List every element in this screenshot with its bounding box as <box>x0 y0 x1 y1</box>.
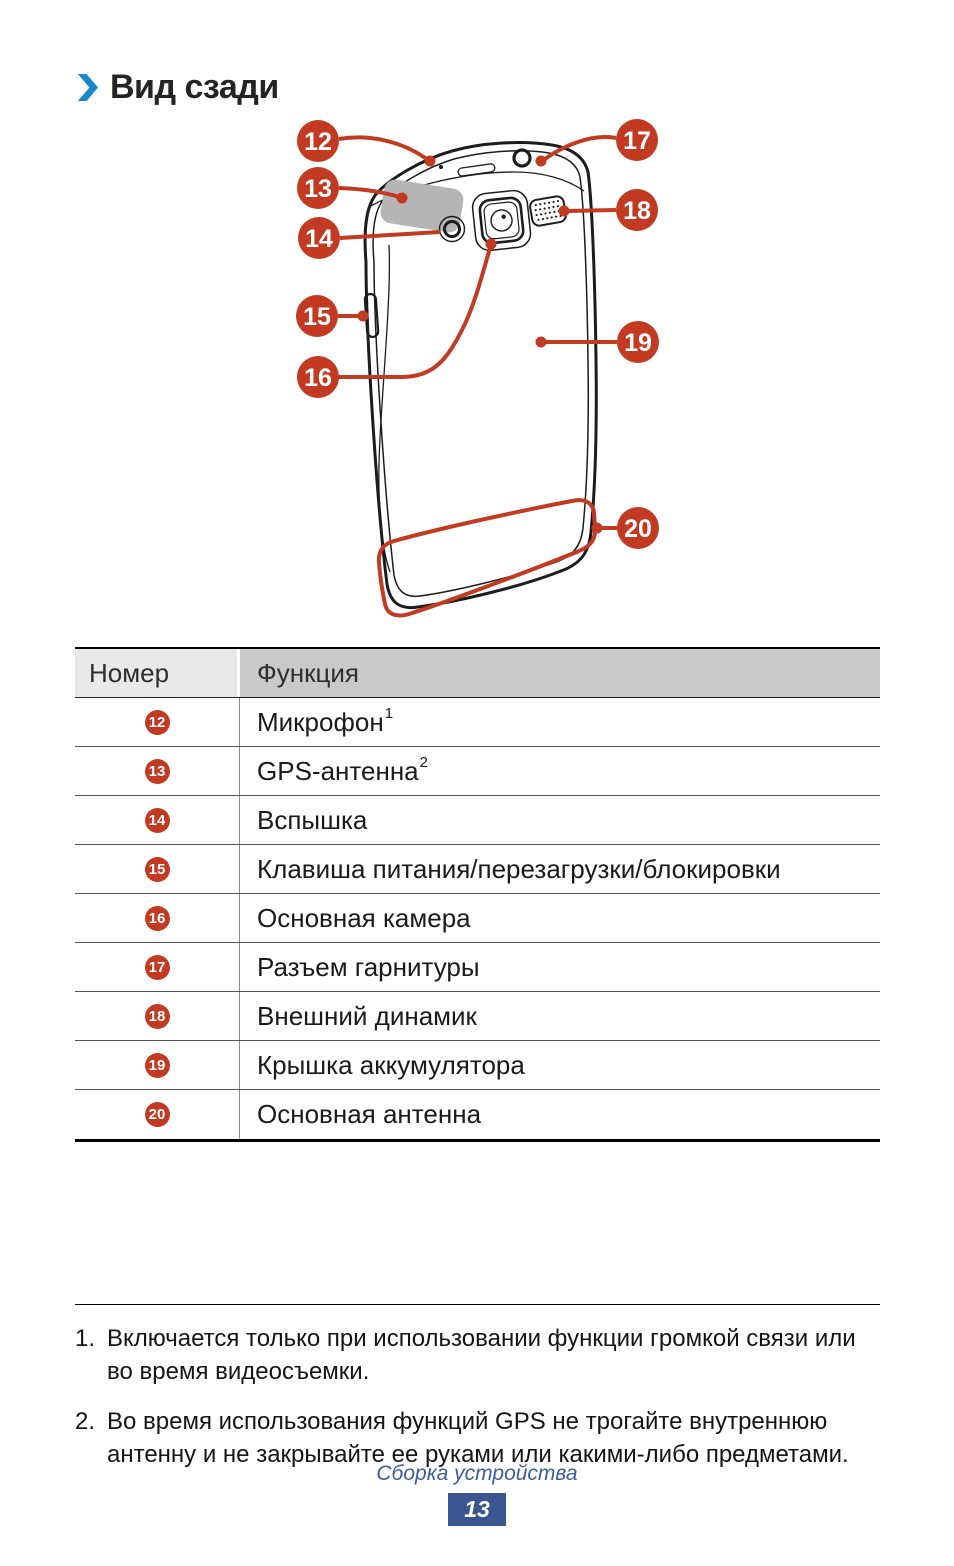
footnote-1 <box>75 1322 880 1388</box>
top-slot <box>458 163 496 176</box>
leader-18 <box>566 210 616 211</box>
table-row: 12 Микрофон $^1$ <box>75 698 880 747</box>
table-row: 13 GPS-антенна $^2$ <box>75 747 880 796</box>
mic-hole <box>439 165 443 169</box>
leader-dot-19 <box>536 337 547 348</box>
footnote-text: Во время использования функций GPS не трогайте внутреннюю <box>107 1408 828 1435</box>
leader-dot-20 <box>592 523 603 534</box>
leader-dot-13 <box>397 193 408 204</box>
svg-text:13: 13 <box>304 175 332 203</box>
svg-text:19: 19 <box>624 329 652 357</box>
row-callout-badge: 15 <box>145 857 170 882</box>
antenna-region-outline <box>379 500 595 615</box>
footer-section-label: Сборка устройства <box>376 1462 578 1485</box>
footnote-text: Включается только при использовании функции громкой связи или <box>107 1325 856 1352</box>
svg-text:15: 15 <box>303 303 331 331</box>
row-callout-badge: 20 <box>145 1102 170 1127</box>
footnote-text: во время видеосъемки. <box>107 1358 370 1385</box>
function-label: Вспышка <box>257 804 368 835</box>
function-label: Разъем гарнитуры <box>257 951 480 982</box>
headset-jack <box>514 150 530 166</box>
svg-text:14: 14 <box>305 225 333 253</box>
callout-12 <box>297 120 339 162</box>
table-row <box>75 1090 880 1139</box>
function-table <box>75 647 880 1142</box>
callout-14 <box>298 217 340 259</box>
svg-text:18: 18 <box>623 197 651 225</box>
function-label: Клавиша питания/перезагрузки/блокировки <box>257 853 781 884</box>
leader-dot-18 <box>559 206 570 217</box>
svg-text:16: 16 <box>304 364 332 392</box>
row-callout-badge: 16 <box>145 906 170 931</box>
gps-antenna-region <box>379 178 465 234</box>
footnote-text: антенну и не закрывайте ее руками или какими-либо предметами. <box>107 1441 849 1468</box>
table-row <box>75 943 880 992</box>
footnote-marker: 2. <box>75 1408 96 1435</box>
function-label: Основная камера <box>257 902 471 933</box>
svg-text:17: 17 <box>623 127 651 155</box>
table-header-number: Номер <box>75 649 237 697</box>
leader-12 <box>339 137 428 160</box>
callout-16 <box>297 356 339 398</box>
callout-13 <box>297 167 339 209</box>
row-callout-badge: 13 <box>145 759 170 784</box>
function-label: Крышка аккумулятора <box>257 1049 525 1080</box>
row-callout-badge: 12 <box>145 710 170 735</box>
function-label: Внешний динамик <box>257 1000 477 1031</box>
leader-dot-17 <box>536 156 547 167</box>
table-header-function: Функция <box>240 649 880 697</box>
leader-14 <box>340 232 440 238</box>
callout-18 <box>616 189 658 231</box>
function-label: Микрофон <box>257 706 384 737</box>
table-row <box>75 894 880 943</box>
table-row <box>75 796 880 845</box>
table-row <box>75 992 880 1041</box>
footnote-marker: 1. <box>75 1325 96 1352</box>
callout-15 <box>296 295 338 337</box>
leader-16 <box>334 248 490 377</box>
rear-camera <box>471 189 532 251</box>
phone-rear-diagram <box>0 0 954 660</box>
svg-text:20: 20 <box>624 515 652 543</box>
row-callout-badge: 19 <box>145 1053 170 1078</box>
callout-20 <box>617 507 659 549</box>
row-callout-badge: 17 <box>145 955 170 980</box>
leader-dot-15 <box>358 311 369 322</box>
leader-dot-16 <box>486 239 497 250</box>
footnotes <box>75 1304 880 1488</box>
function-label: Основная антенна <box>257 1099 482 1129</box>
svg-text:12: 12 <box>304 128 332 156</box>
leader-17 <box>545 137 616 159</box>
table-row <box>75 845 880 894</box>
page-title: Вид сзади <box>110 68 279 106</box>
table-header-row <box>75 649 880 698</box>
callout-17 <box>616 119 658 161</box>
callout-19 <box>617 321 659 363</box>
row-callout-badge: 18 <box>145 1004 170 1029</box>
leader-dot-12 <box>425 156 436 167</box>
row-callout-badge: 14 <box>145 808 170 833</box>
page-number-badge: 13 <box>448 1493 506 1526</box>
function-label: GPS-антенна <box>257 755 419 786</box>
table-row <box>75 1041 880 1090</box>
